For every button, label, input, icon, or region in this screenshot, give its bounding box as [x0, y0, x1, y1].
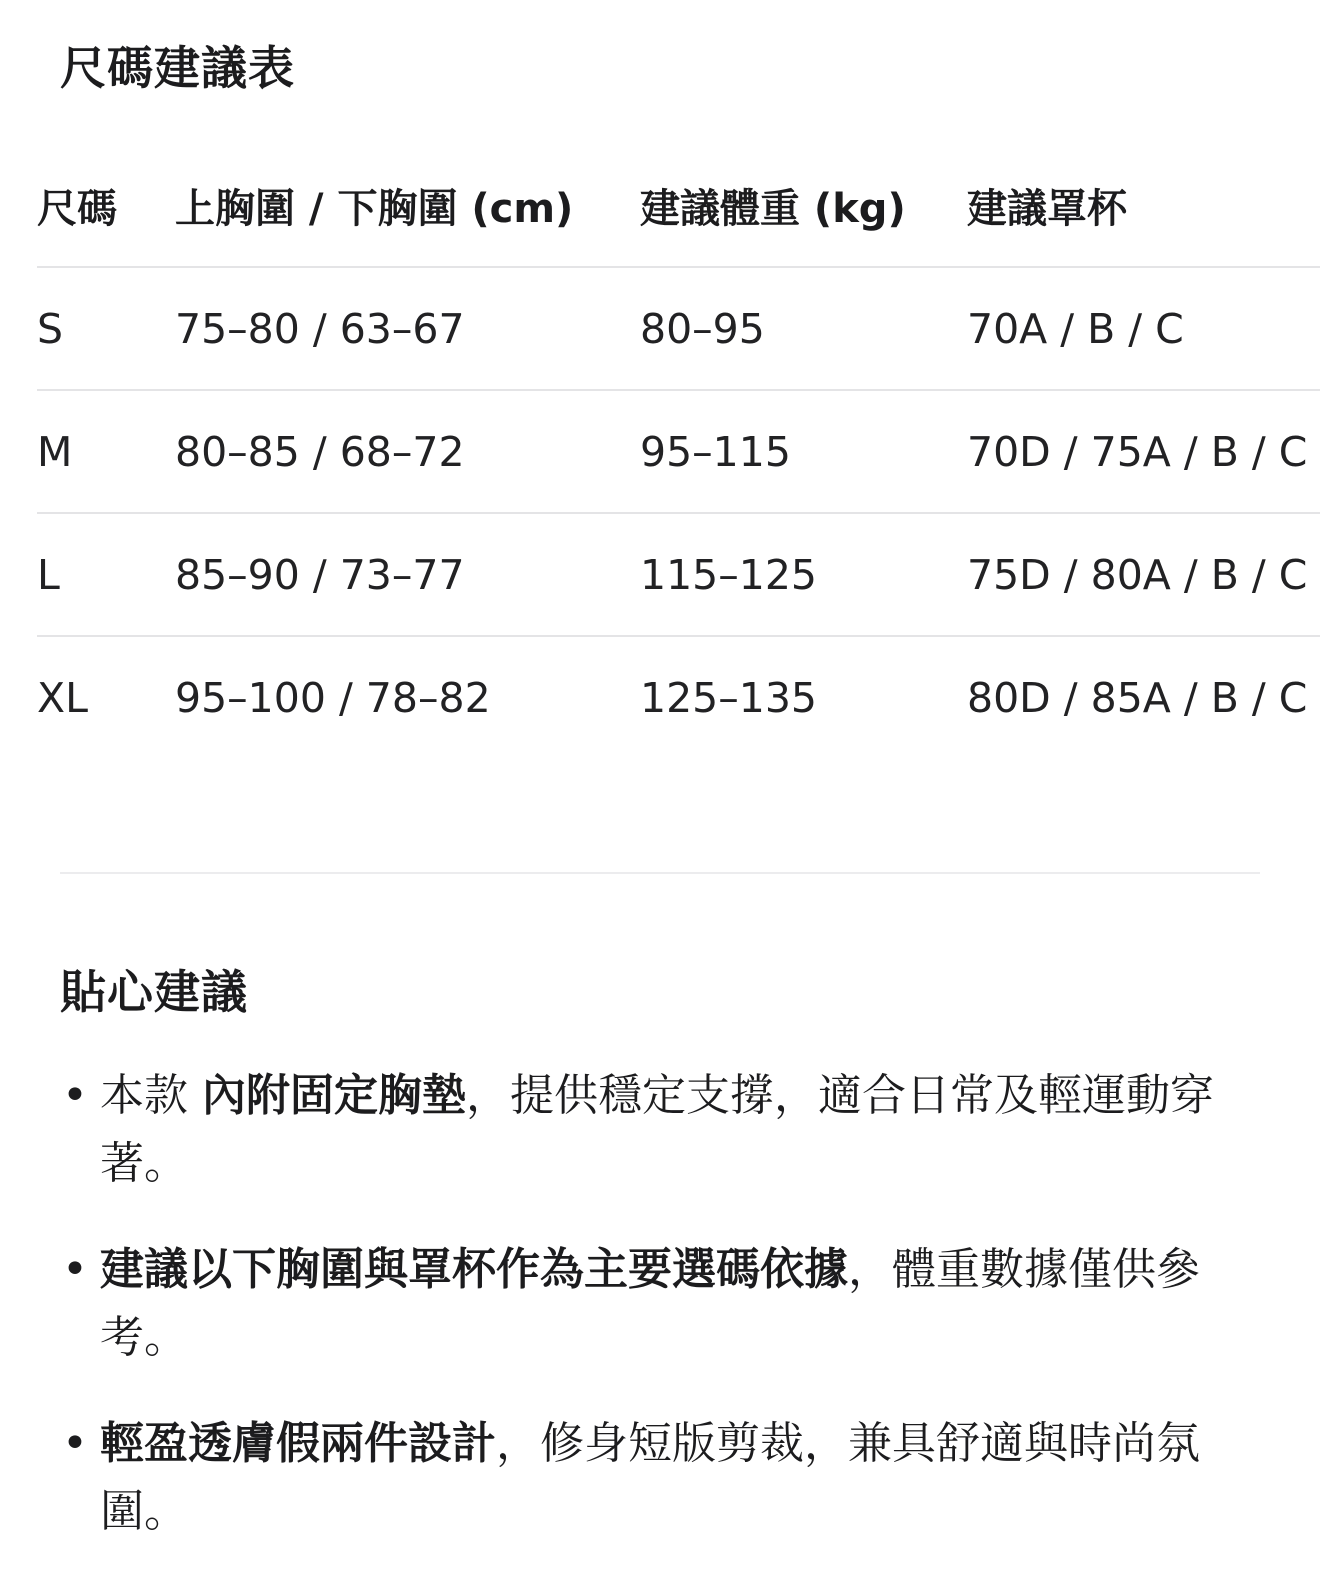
cell-cup: 75D / 80A / B / C	[967, 513, 1320, 636]
tip-text-post: ，提供穩定支撐，適合日常及輕運動穿著。	[100, 1070, 1214, 1189]
bullet-icon: •	[62, 1244, 88, 1295]
tip-text-bold: 輕盈透膚假兩件設計	[100, 1418, 496, 1469]
size-chart-table	[37, 145, 1320, 758]
table-row	[37, 390, 1320, 513]
bullet-icon: •	[62, 1070, 88, 1121]
tips-list	[60, 1062, 1260, 1584]
tip-text-pre: 本款	[100, 1070, 202, 1121]
list-item	[60, 1062, 1260, 1198]
header-bust-underbust: 上胸圍 / 下胸圍 (cm)	[175, 145, 640, 267]
tip-text	[100, 1410, 1230, 1546]
list-item	[60, 1236, 1260, 1372]
cell-bust-underbust: 95–100 / 78–82	[175, 673, 491, 722]
tip-text-bold: 建議以下胸圍與罩杯作為主要選碼依據	[100, 1244, 848, 1295]
cell-weight: 80–95	[640, 267, 967, 390]
list-item	[60, 1410, 1260, 1546]
header-size: 尺碼	[37, 145, 175, 267]
cell-size: XL	[37, 673, 88, 722]
cell-cup: 80D / 85A / B / C	[967, 673, 1308, 722]
table-row	[37, 636, 1320, 758]
cell-size: S	[37, 267, 175, 390]
table-row	[37, 267, 1320, 390]
header-weight: 建議體重 (kg)	[640, 145, 967, 267]
tips-title: 貼心建議	[60, 965, 248, 1019]
cell-weight: 95–115	[640, 390, 967, 513]
header-cup: 建議罩杯	[967, 145, 1320, 267]
section-divider	[60, 872, 1260, 874]
cell-size: L	[37, 513, 175, 636]
cell-weight: 115–125	[640, 513, 967, 636]
cell-bust-underbust: 85–90 / 73–77	[175, 513, 640, 636]
tip-text-post: ，修身短版剪裁，兼具舒適與時尚氛圍。	[100, 1418, 1200, 1537]
page-title: 尺碼建議表	[60, 41, 295, 95]
tip-text	[100, 1062, 1230, 1198]
cell-bust-underbust: 80–85 / 68–72	[175, 390, 640, 513]
table-header-row	[37, 145, 1320, 267]
cell-cup: 70D / 75A / B / C	[967, 390, 1320, 513]
cell-bust-underbust: 75–80 / 63–67	[175, 267, 640, 390]
bullet-icon: •	[62, 1418, 88, 1469]
tip-text-post: ，體重數據僅供參考。	[100, 1244, 1200, 1363]
cell-cup: 70A / B / C	[967, 267, 1320, 390]
cell-weight: 125–135	[640, 673, 818, 722]
tip-text	[100, 1236, 1230, 1372]
table-row	[37, 513, 1320, 636]
tip-text-bold: 內附固定胸墊	[202, 1070, 466, 1121]
cell-size: M	[37, 390, 175, 513]
